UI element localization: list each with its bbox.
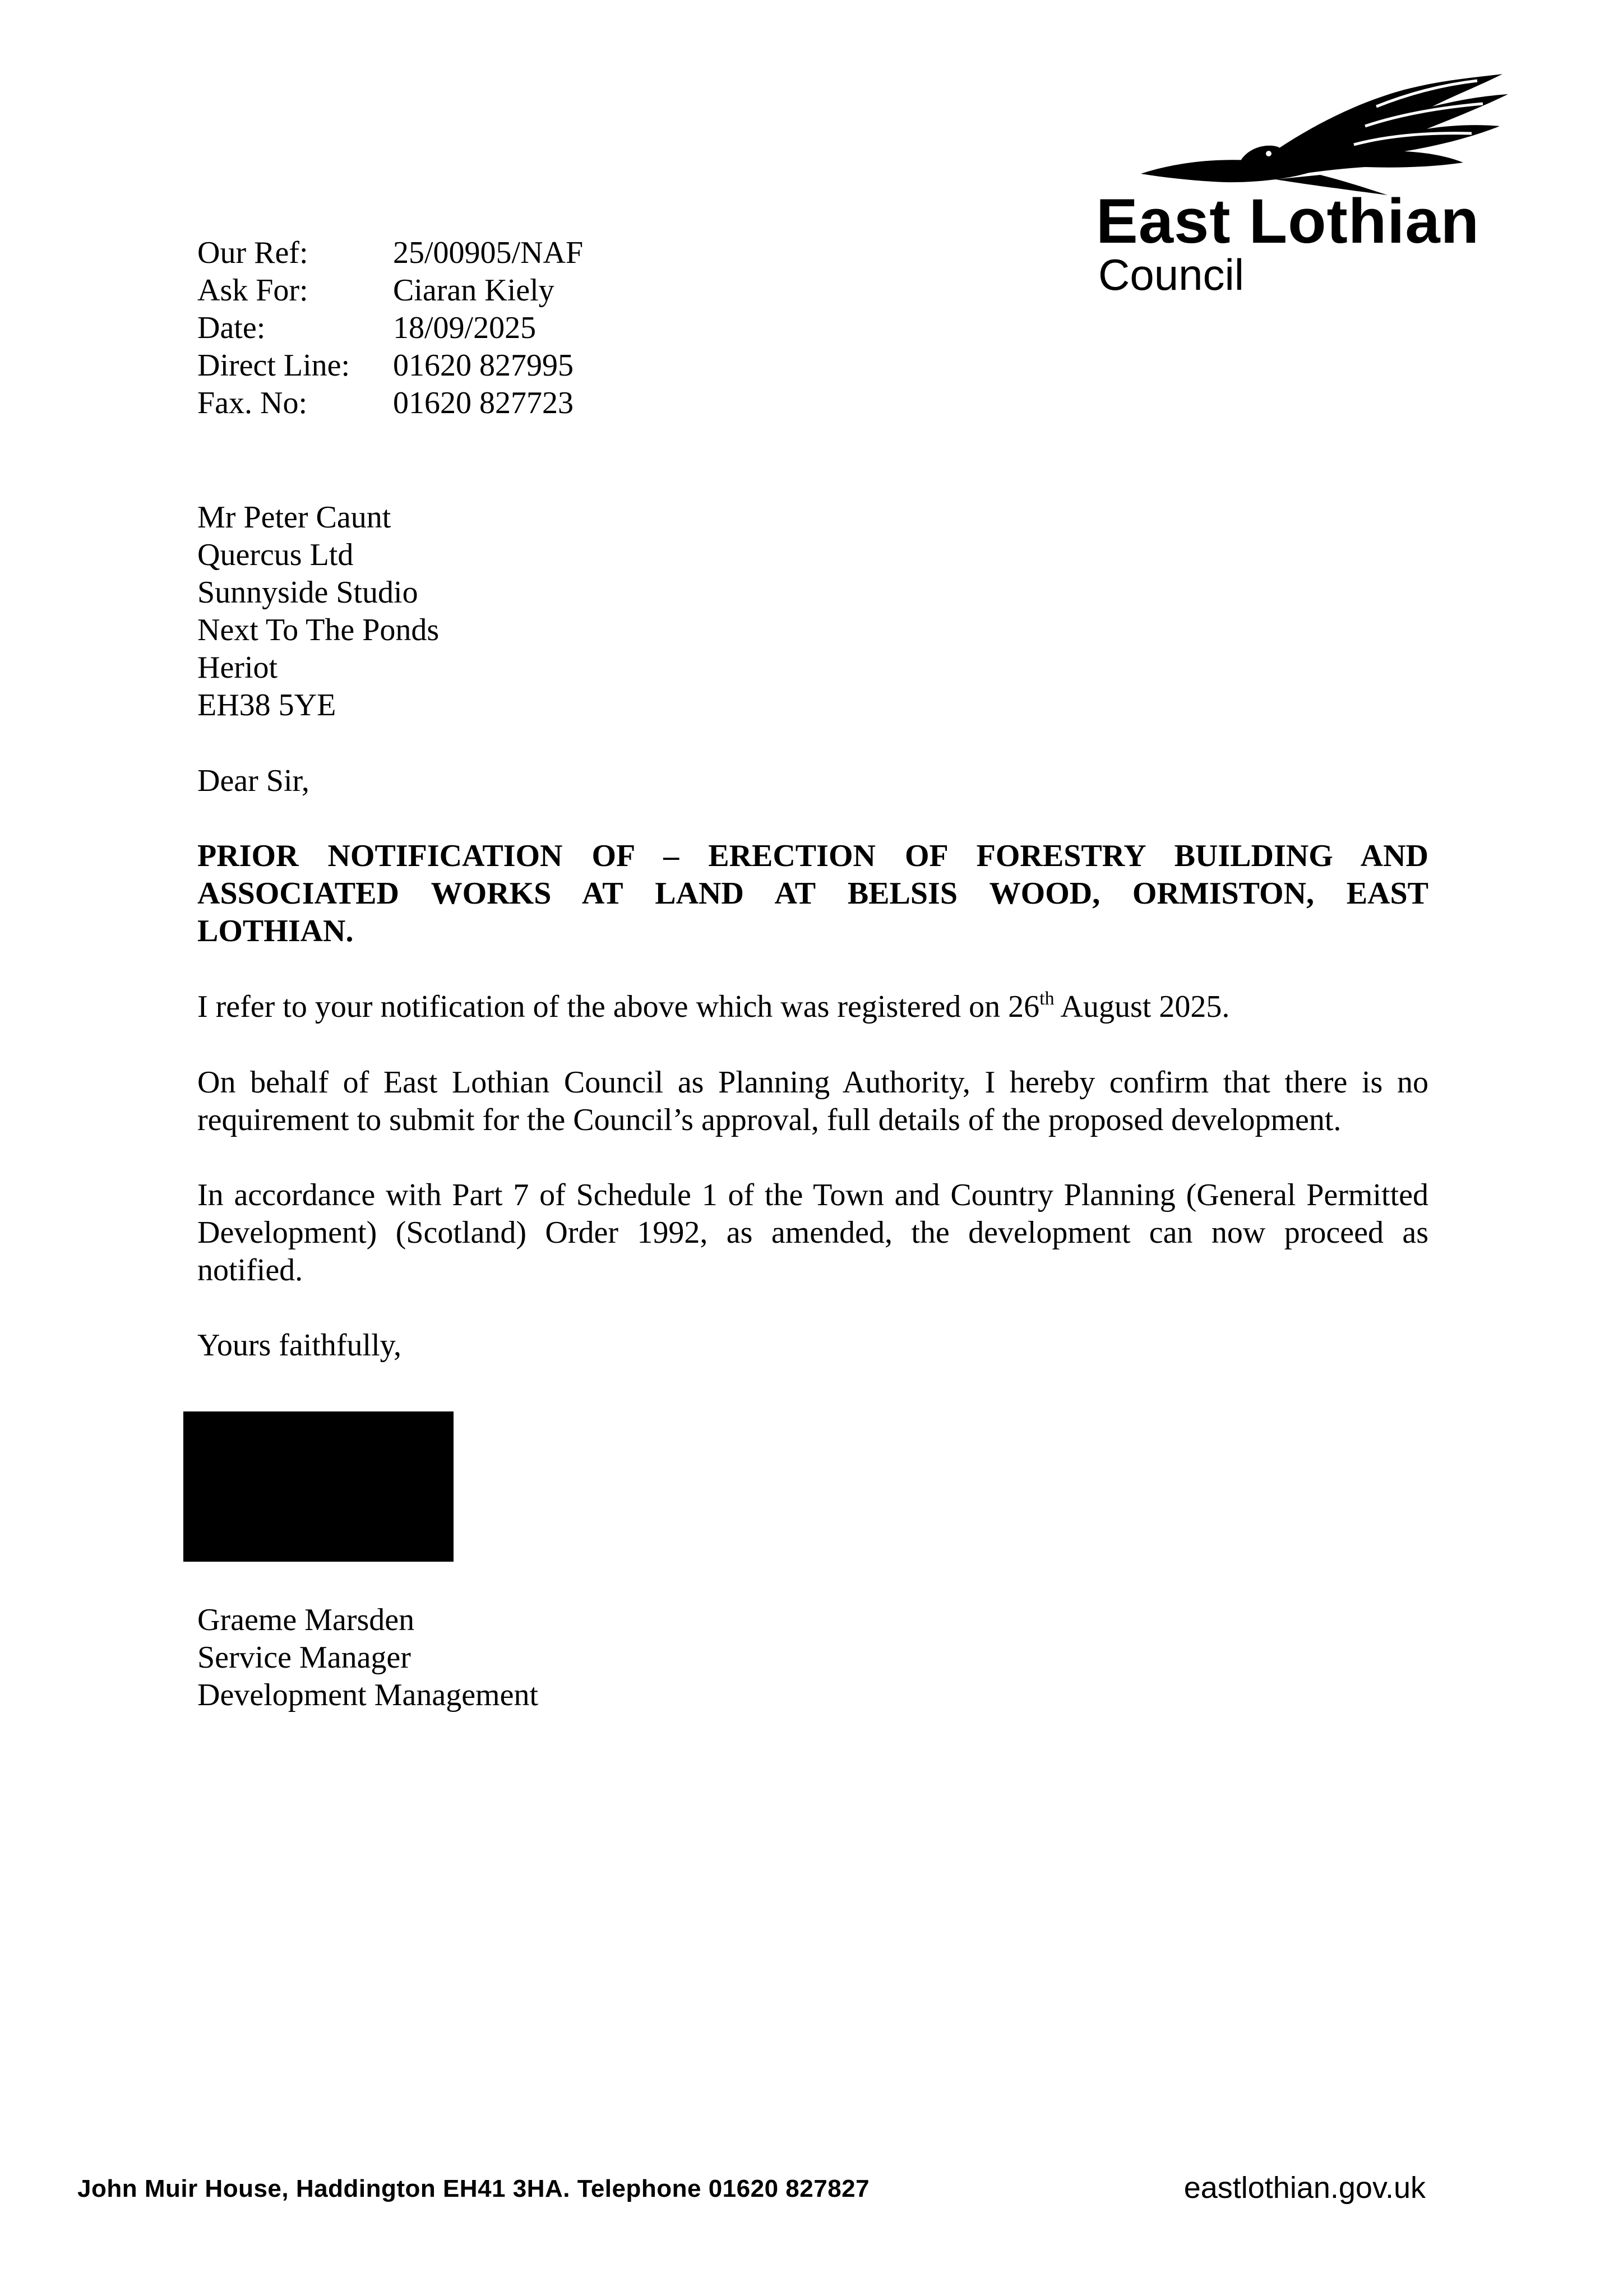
logo-council: Council [1098,250,1245,299]
paragraph-registration [197,988,1428,1026]
address-line: Mr Peter Caunt [197,500,391,535]
footer-address: John Muir House, Haddington EH41 3HA. Telephone 01620 827827 [77,2175,870,2202]
ref-label: Our Ref: [197,235,308,270]
address-line: EH38 5YE [197,688,336,723]
heading-line: PRIOR NOTIFICATION OF – ERECTION OF FORESTRY BUILDING AND [197,839,1428,873]
paragraph-text: I refer to your notification of the above which was registered on 26 [197,989,1040,1024]
ref-row [197,347,583,385]
paragraph-line: Development) (Scotland) Order 1992, as amended, the development can now proceed as [197,1215,1428,1250]
signatory-name: Graeme Marsden [197,1603,415,1637]
ref-value: Ciaran Kiely [393,273,554,308]
logo-name: East Lothian [1096,186,1480,256]
paragraph-text: August 2025. [1054,989,1230,1024]
paragraph-line: notified. [197,1253,303,1288]
closing: Yours faithfully, [197,1328,402,1363]
address-line: Heriot [197,650,278,685]
paragraph-line: In accordance with Part 7 of Schedule 1 of the Town and Country Planning (General Permitted [197,1178,1428,1212]
paragraph-line: On behalf of East Lothian Council as Planning Authority, I hereby confirm that there is no [197,1065,1428,1100]
address-line: Sunnyside Studio [197,575,418,610]
ref-value: 01620 827723 [393,386,574,420]
letter-heading [197,837,1428,950]
ref-row [197,234,583,272]
ref-label: Fax. No: [197,386,307,420]
ref-row [197,272,583,309]
salutation: Dear Sir, [197,763,309,798]
eagle-icon [1141,73,1511,196]
ref-label: Date: [197,311,266,345]
ref-value: 01620 827995 [393,348,574,383]
signoff [197,1601,538,1714]
signatory-department: Development Management [197,1678,539,1712]
ref-row [197,385,583,422]
heading-line: LOTHIAN. [197,914,354,948]
ref-label: Ask For: [197,273,308,308]
recipient-address [197,499,439,724]
address-line: Next To The Ponds [197,613,440,647]
redacted-signature [183,1411,454,1562]
paragraph-confirmation [197,1064,1428,1139]
ref-value: 25/00905/NAF [393,235,584,270]
council-logo [1096,73,1522,297]
ref-value: 18/09/2025 [393,311,537,345]
ref-row [197,309,583,347]
ref-label: Direct Line: [197,348,350,383]
reference-block [197,234,583,422]
address-line: Quercus Ltd [197,538,354,572]
ordinal-suffix: th [1039,988,1055,1009]
signatory-title: Service Manager [197,1640,411,1675]
paragraph-line: requirement to submit for the Council’s approval, full details of the proposed development. [197,1103,1342,1137]
footer-website[interactable]: eastlothian.gov.uk [1183,2171,1426,2205]
heading-line: ASSOCIATED WORKS AT LAND AT BELSIS WOOD, ORMISTON, EAST [197,876,1428,911]
paragraph-legislation [197,1177,1428,1289]
